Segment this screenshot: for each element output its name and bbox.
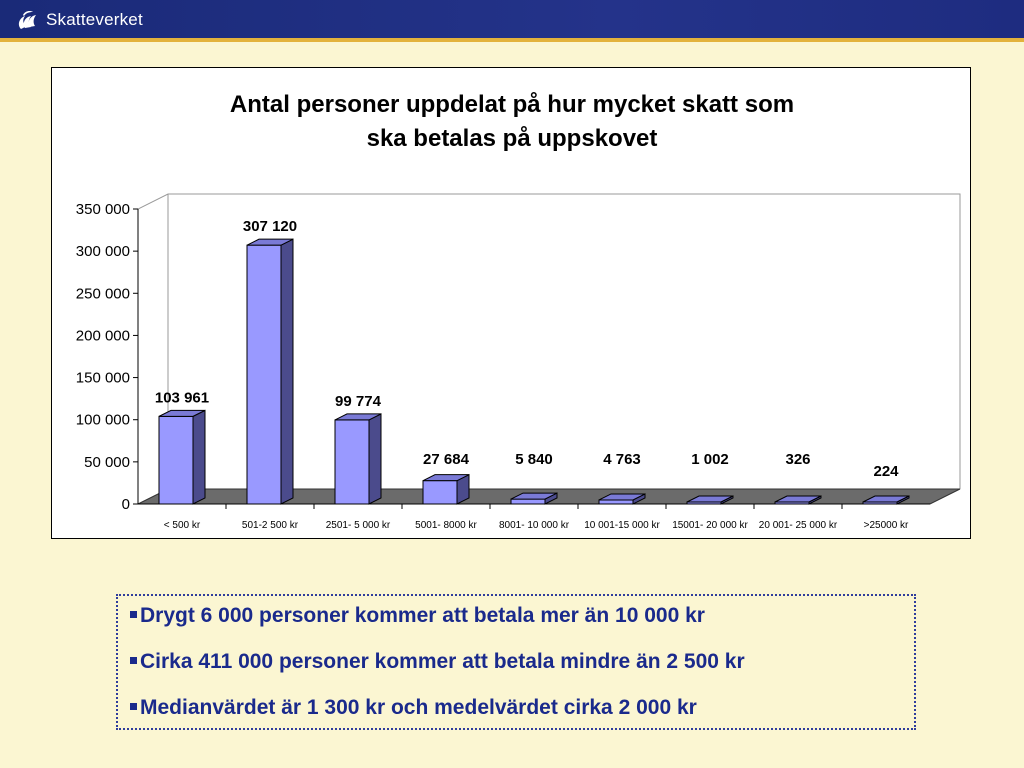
y-tick-label: 350 000 <box>75 201 130 218</box>
y-tick-label: 0 <box>121 496 130 513</box>
bar-value-label: 1 002 <box>691 451 729 468</box>
bar-value-label: 27 684 <box>423 451 469 468</box>
bullet-text: Medianvärdet är 1 300 kr och medelvärdet cirka 2 000 kr <box>140 696 697 719</box>
x-tick-label: 8001- 10 000 kr <box>498 520 570 531</box>
bar <box>599 500 633 504</box>
y-tick-label: 100 000 <box>75 411 130 429</box>
bar-value-label: 224 <box>873 463 899 480</box>
chart-title-line-1: Antal personer uppdelat på hur mycket skatt som <box>229 91 795 118</box>
bar-value-label: 326 <box>785 451 811 468</box>
bar <box>247 245 281 504</box>
logo <box>14 6 143 34</box>
x-tick-label: 20 001- 25 000 kr <box>758 520 838 531</box>
bullet-box <box>116 594 916 730</box>
x-tick-label: 10 001-15 000 kr <box>584 520 660 531</box>
bar-value-label: 99 774 <box>335 392 381 410</box>
bullet-text: Drygt 6 000 personer kommer att betala mer än 10 000 kr <box>140 604 705 627</box>
y-tick-label: 200 000 <box>75 327 130 345</box>
bullet-item <box>130 604 902 627</box>
y-tick-label: 250 000 <box>75 285 130 303</box>
y-tick-label: 300 000 <box>75 243 130 261</box>
x-tick-label: >25000 kr <box>863 520 909 531</box>
bullet-marker-icon <box>130 703 137 710</box>
header-stripe <box>0 38 1024 42</box>
x-tick-label: 2501- 5 000 kr <box>325 520 391 531</box>
header-band <box>0 0 1024 38</box>
x-tick-label: 501-2 500 kr <box>241 520 299 531</box>
x-tick-label: 15001- 20 000 kr <box>672 520 748 531</box>
chart-panel <box>51 67 971 539</box>
bar-value-label: 5 840 <box>515 451 553 468</box>
bar <box>159 416 193 504</box>
bullet-item <box>130 696 902 719</box>
x-tick-label: 5001- 8000 kr <box>415 520 477 531</box>
bar <box>511 499 545 504</box>
bar-side <box>369 414 381 504</box>
x-tick-label: < 500 kr <box>163 520 201 531</box>
bar-value-label: 4 763 <box>603 451 641 468</box>
bullet-marker-icon <box>130 611 137 618</box>
bullet-item <box>130 650 902 673</box>
y-tick-label: 150 000 <box>75 369 130 387</box>
logo-text: Skatteverket <box>46 10 143 29</box>
chart-title-line-2: ska betalas på uppskovet <box>366 125 658 152</box>
y-tick-label: 50 000 <box>84 453 130 471</box>
logo-icon <box>14 6 42 34</box>
bar-side <box>193 410 205 504</box>
bullet-marker-icon <box>130 657 137 664</box>
bar-value-label: 307 120 <box>242 218 298 236</box>
bar-chart <box>52 68 972 540</box>
bar-value-label: 103 961 <box>154 389 210 407</box>
bar <box>335 420 369 504</box>
bar <box>423 481 457 504</box>
bullet-text: Cirka 411 000 personer kommer att betala mindre än 2 500 kr <box>140 650 745 673</box>
bar-side <box>281 239 293 504</box>
